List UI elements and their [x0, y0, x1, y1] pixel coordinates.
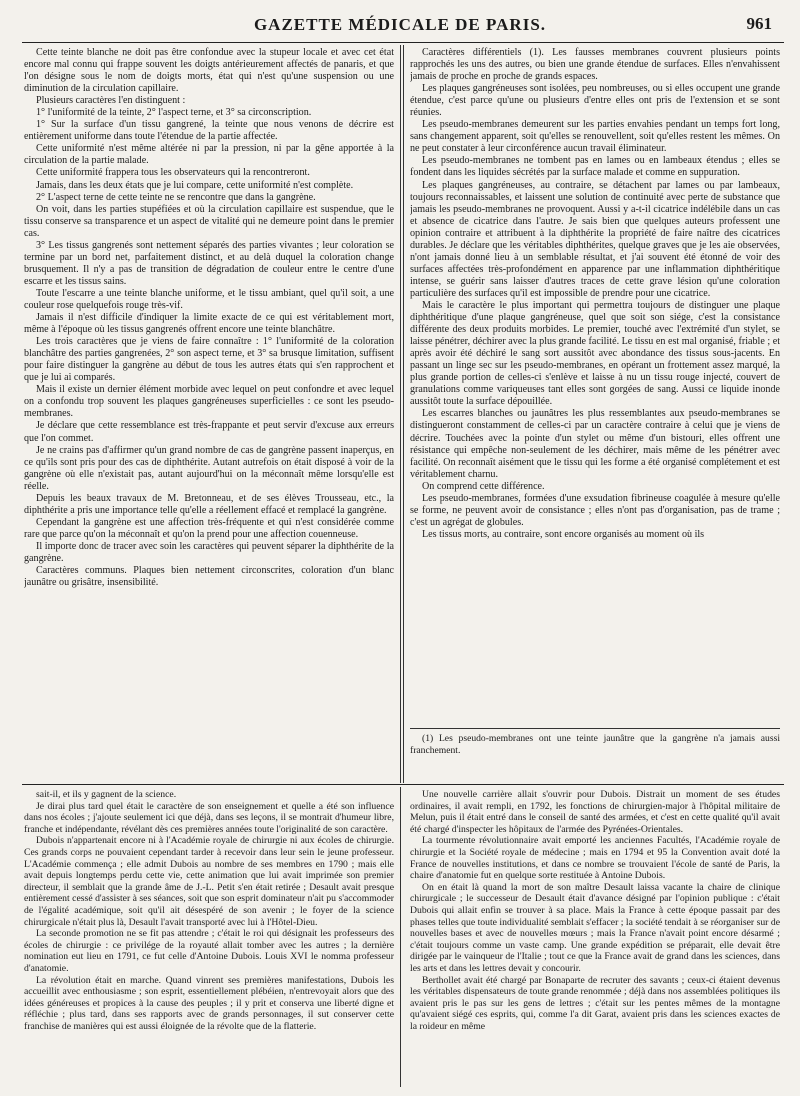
paragraph: Toute l'escarre a une teinte blanche uniforme, et le tissu ambiant, quel qu'il soit, a une couleur rose quelquefois rouge très-vif.: [24, 287, 394, 311]
paragraph: Cette uniformité frappera tous les observateurs qui la rencontreront.: [36, 167, 310, 179]
column-divider: [403, 45, 404, 783]
paragraph: La tourmente révolutionnaire avait emporté les anciennes Facultés, l'Académie royale de chirurgie et la Société royale de médecine ; mais en 1794 et 95 la Convention avait doté la France de nouvelles institutions, et dans ce nombre se trouvaient l'école de santé de Paris, la chaire d'anatomie fut en quelque sorte restituée à Antoine Dubois.: [410, 835, 780, 882]
paragraph: Les plaques gangréneuses, au contraire, se détachent par lames ou par lambeaux, toujours reconnaissables, et laissent une solution de continuité avec perte de substance que jamais les pseudo-membranes ne provoquent. Aussi y a-t-il cicatrice indélébile dans un cas et absence de cicatrice dans l'autre. Je sais bien que quelques auteurs professent une opinion contraire et attribuent à la diphthérite la propriété de faire naître des cicatrices durables. Je déclare que les véritables diphthérites, quelque graves que je les aie observées, n'ont jamais donné lieu à un semblable résultat, et j'ai souvent été étonné de voir des surfaces affectées très-profondément en apparence par une inflammation diphthéritique intense, se guérir sans laisser d'autres traces de cette grave lésion qu'une coloration particulière des surfaces qu'il est impossible de prendre pour une cicatrice.: [410, 179, 780, 299]
paragraph: Jamais, dans les deux états que je lui compare, cette uniformité n'est complète.: [36, 179, 354, 191]
paragraph: Les pseudo-membranes demeurent sur les parties envahies pendant un temps fort long, sans changement apparent, soit qu'elles se renouvellent, soit qu'elles restent les mêmes. On ne peut constater à leur circonférence aucun travail éliminateur.: [410, 119, 780, 155]
footnote: [410, 733, 780, 756]
footnote-rule: [410, 728, 780, 729]
feuilleton-left-column: [24, 789, 394, 1089]
paragraph: Les pseudo-membranes ne tombent pas en lames ou en lambeaux étendus ; elles se fondent dans les liquides sécrétés par la surface malade et comme en suppuration.: [410, 155, 780, 179]
paragraph: 3° Les tissus gangrenés sont nettement séparés des parties vivantes ; leur coloration se termine par un bord net, parfaitement distinct, et au delà duquel la coloration change brusquement. Il n'y a pas de transition de dégradation de couleur entre le centre d'une escarre et les tissus sains.: [24, 239, 394, 287]
paragraph: On en était là quand la mort de son maître Desault laissa vacante la chaire de clinique chirurgicale ; le successeur de Desault était d'avance désigné par l'opinion publique : c'était Dubois qui allait enfin se trouver à sa place. Mais la France à cette époque passait par des phases telles que toute individualité semblait s'effacer ; la société tendait à se réorganiser sur de nouvelles bases et avec de nouvelles mœurs ; mais la France n'avait point encore désarmé ; c'était toujours comme un vaste camp. Une grande expédition se préparait, elle devait être dirigée par le vainqueur de l'Italie ; tout ce que la France avait de grand dans les sciences, dans les arts et dans les lettres devait y concourir.: [410, 881, 780, 974]
page-title: GAZETTE MÉDICALE DE PARIS.: [253, 15, 547, 34]
paragraph: Jamais il n'est difficile d'indiquer la limite exacte de ce qui est véritablement mort, même à l'époque où les tissus gangrenés offrent encore une teinte blanchâtre.: [24, 312, 394, 336]
paragraph: 1° l'uniformité de la teinte, 2° l'aspect terne, et 3° sa circonscription.: [36, 107, 312, 119]
left-column: [24, 47, 394, 761]
paragraph: 1° Sur la surface d'un tissu gangrené, la teinte que nous venons de décrire est entièrement uniforme dans toute l'étendue de la partie affectée.: [24, 119, 394, 143]
column-divider: [400, 45, 401, 783]
paragraph: Depuis les beaux travaux de M. Bretonneau, et de ses élèves Trousseau, etc., la diphthérite a pris une importance telle qu'elle a réellement effacé et remplacé la gangrène.: [24, 492, 394, 516]
paragraph: Caractères différentiels (1). Les fausses membranes couvrent plusieurs points rapprochés les uns des autres, ou bien une grande étendue de surfaces. Elles n'envahissent jamais de proche en proche de grands espaces.: [410, 47, 780, 83]
header-rule: [22, 42, 784, 43]
paragraph: Les plaques gangréneuses sont isolées, peu nombreuses, ou si elles occupent une grande étendue, c'est parce qu'une ou plusieurs d'entre elles ont pris de l'extension et se sont réunies.: [410, 83, 780, 119]
paragraph: On voit, dans les parties stupéfiées et où la circulation capillaire est suspendue, que le tissu conserve sa transparence et un aspect de vitalité qui ne demeure point dans le premier cas.: [24, 203, 394, 239]
page-number: 961: [746, 14, 772, 33]
paragraph: La révolution était en marche. Quand vinrent ses premières manifestations, Dubois les accueillit avec enthousiasme ; son esprit, essentiellement plébéien, n'entrevoyait alors que des idées généreuses et propices à la cause des peuples ; il y prit et conserva une liberté digne et réfléchie ; plus tard, dans ses rapports avec de grands personnages, il sut conserver cette franchise de manières qui est aussi éloignée de la révolte que de la flatterie.: [24, 974, 394, 1032]
paragraph: Cette teinte blanche ne doit pas être confondue avec la stupeur locale et avec cet état encore mal connu qui frappe souvent les doigts antérieurement affectés de panaris, et que l'on désigne sous le nom de doigts morts, état qui n'est qu'une suspension ou une diminution de la circulation capillaire.: [24, 47, 394, 95]
footnote-text: (1) Les pseudo-membranes ont une teinte jaunâtre que la gangrène n'a jamais aussi franchement.: [410, 733, 780, 756]
page-header: [28, 12, 772, 38]
feuilleton-right-column: [410, 789, 780, 1089]
paragraph: Je dirai plus tard quel était le caractère de son enseignement et quelle a été son influence dans nos écoles ; j'ajoute seulement ici que déjà, dans ses leçons, il se montrait d'humeur libre, franche et indépendante, révélant dès ces premières années toute l'originalité de son caractère.: [24, 800, 394, 835]
paragraph: Berthollet avait été chargé par Bonaparte de recruter des savants ; ceux-ci étaient devenus les véritables dispensateurs de toute grande renommée ; déjà dans nos assemblées politiques ils avaient pris le pas sur les gens de lettres ; c'était sur les pentes mêmes de la montagne qu'avaient siégé ces esprits, qui, comme l'a dit Garat, avaient pris dans les sciences exactes de la roideur en même: [410, 974, 780, 1032]
paragraph: Mais le caractère le plus important qui permettra toujours de distinguer une plaque diphthéritique d'une plaque gangréneuse, quel que soit son siége, c'est la consistance différente des deux produits morbides. Le premier, touché avec l'extrémité d'un stylet, se laisse pénétrer, déchirer avec la plus grande facilité. Le tissu en est mal organisé, friable ; et après avoir été déchiré le sang sort aussitôt avec abondance des tissus sous-jacents. En passant un linge sec sur les pseudo-membranes, en opérant un frottement assez marqué, la plus grande portion de celles-ci s'enlève et laisse à nu un tissu rouge injecté, couvert de granulations comme variqueuses tant elles sont gorgées de sang. Aussi ce liquide inonde aussitôt toute la surface dépouillée.: [410, 299, 780, 408]
paragraph: Il importe donc de tracer avec soin les caractères qui peuvent séparer la diphthérite de la gangrène.: [24, 540, 394, 564]
feuilleton-rule: [22, 784, 784, 785]
paragraph: Cette uniformité n'est même altérée ni par la pression, ni par la gêne apportée à la circulation de la partie malade.: [24, 143, 394, 167]
paragraph: Les escarres blanches ou jaunâtres les plus ressemblantes aux pseudo-membranes se distingueront constamment de celles-ci par un caractère contraire à celui que je viens de décrire. Touchées avec la pointe d'un stylet ou même d'un bistouri, elles offrent une résistance qui empêche non-seulement de les déchirer, mais même de les pénétrer avec facilité. On reconnaît aisément que le tissu qui les forme a été organisé complétement et est véritablement charnu.: [410, 408, 780, 480]
paragraph: Caractères communs. Plaques bien nettement circonscrites, coloration d'un blanc jaunâtre ou grisâtre, insensibilité.: [24, 565, 394, 589]
paragraph: Les trois caractères que je viens de faire connaître : 1° l'uniformité de la coloration blanchâtre des parties gangrenées, 2° son aspect terne, et 3° sa brusque limitation, suffisent pour faire distinguer la gangrène au début de tous les autres états qui s'en rapprochent et que je lui ai comparés.: [24, 336, 394, 384]
paragraph: On comprend cette différence.: [422, 480, 545, 492]
paragraph: Les tissus morts, au contraire, sont encore organisés au moment où ils: [422, 528, 705, 540]
paragraph: Cependant la gangrène est une affection très-fréquente et qui n'est considérée comme rare que parce qu'on la méconnaît et qu'on la prend pour une affection couenneuse.: [24, 516, 394, 540]
paragraph: Dubois n'appartenait encore ni à l'Académie royale de chirurgie ni aux écoles de chirurgie. Ces grands corps ne pouvaient cependant tarder à recevoir dans leur sein le jeune professeur. L'Académie commença ; elle admit Dubois au nombre de ses membres en 1790 ; mais elle avait depuis longtemps perdu cette vie, cette animation que lui avait imprimée son premier directeur, il semblait que la grande âme de J.-L. Petit s'en était retirée ; Desault avait presque entièrement cessé d'assister à ses séances, soit que son esprit dominateur n'ait pu s'accommoder de l'égalité académique, soit qu'il ait désespéré de son avenir ; le foyer de la science chirurgicale n'était plus là, Desault l'avait transporté avec lui à l'Hôtel-Dieu.: [24, 835, 394, 928]
paragraph: La seconde promotion ne se fit pas attendre ; c'était le roi qui désignait les professeurs des écoles de chirurgie : ce privilége de la royauté allait tomber avec les autres ; la dernière nomination eut lieu en 1791, ce fut celle d'Antoine Dubois. Louis XVI le nomma professeur d'anatomie.: [24, 928, 394, 974]
paragraph: Les pseudo-membranes, formées d'une exsudation fibrineuse coagulée à mesure qu'elle se forme, ne peuvent avoir de consistance ; elles n'ont pas d'organisation, pas de trame ; c'est un agrégat de globules.: [410, 492, 780, 528]
column-divider: [400, 787, 401, 1087]
paragraph: Mais il existe un dernier élément morbide avec lequel on peut confondre et avec lequel on a confondu trop souvent les plaques gangréneuses superficielles : ce sont les pseudo-membranes.: [24, 384, 394, 420]
paragraph: Je déclare que cette ressemblance est très-frappante et peut servir d'excuse aux erreurs que l'on commet.: [24, 420, 394, 444]
right-column: [410, 47, 780, 687]
paragraph: Plusieurs caractères l'en distinguent :: [36, 95, 186, 107]
paragraph: Je ne crains pas d'affirmer qu'un grand nombre de cas de gangrène passent inaperçus, en ce qu'ils sont pris pour des cas de diphthérite. Autant autrefois on était disposé à voir de la gangrène où elle n'existait pas, autant aujourd'hui on la méconnaît même lorsqu'elle est réelle.: [24, 444, 394, 492]
paragraph: sait-il, et ils y gagnent de la science.: [36, 789, 177, 800]
paragraph: Une nouvelle carrière allait s'ouvrir pour Dubois. Distrait un moment de ses études ordinaires, il avait rempli, en 1792, les fonctions de chirurgien-major à l'hôpital militaire de Melun, puis il était entré dans le conseil de santé des armées, et c'est en cette qualité qu'il avait été chargé d'inspecter les hôpitaux de l'armée des Pyrénées-Orientales.: [410, 789, 780, 835]
paragraph: 2° L'aspect terne de cette teinte ne se rencontre que dans la gangrène.: [36, 191, 316, 203]
